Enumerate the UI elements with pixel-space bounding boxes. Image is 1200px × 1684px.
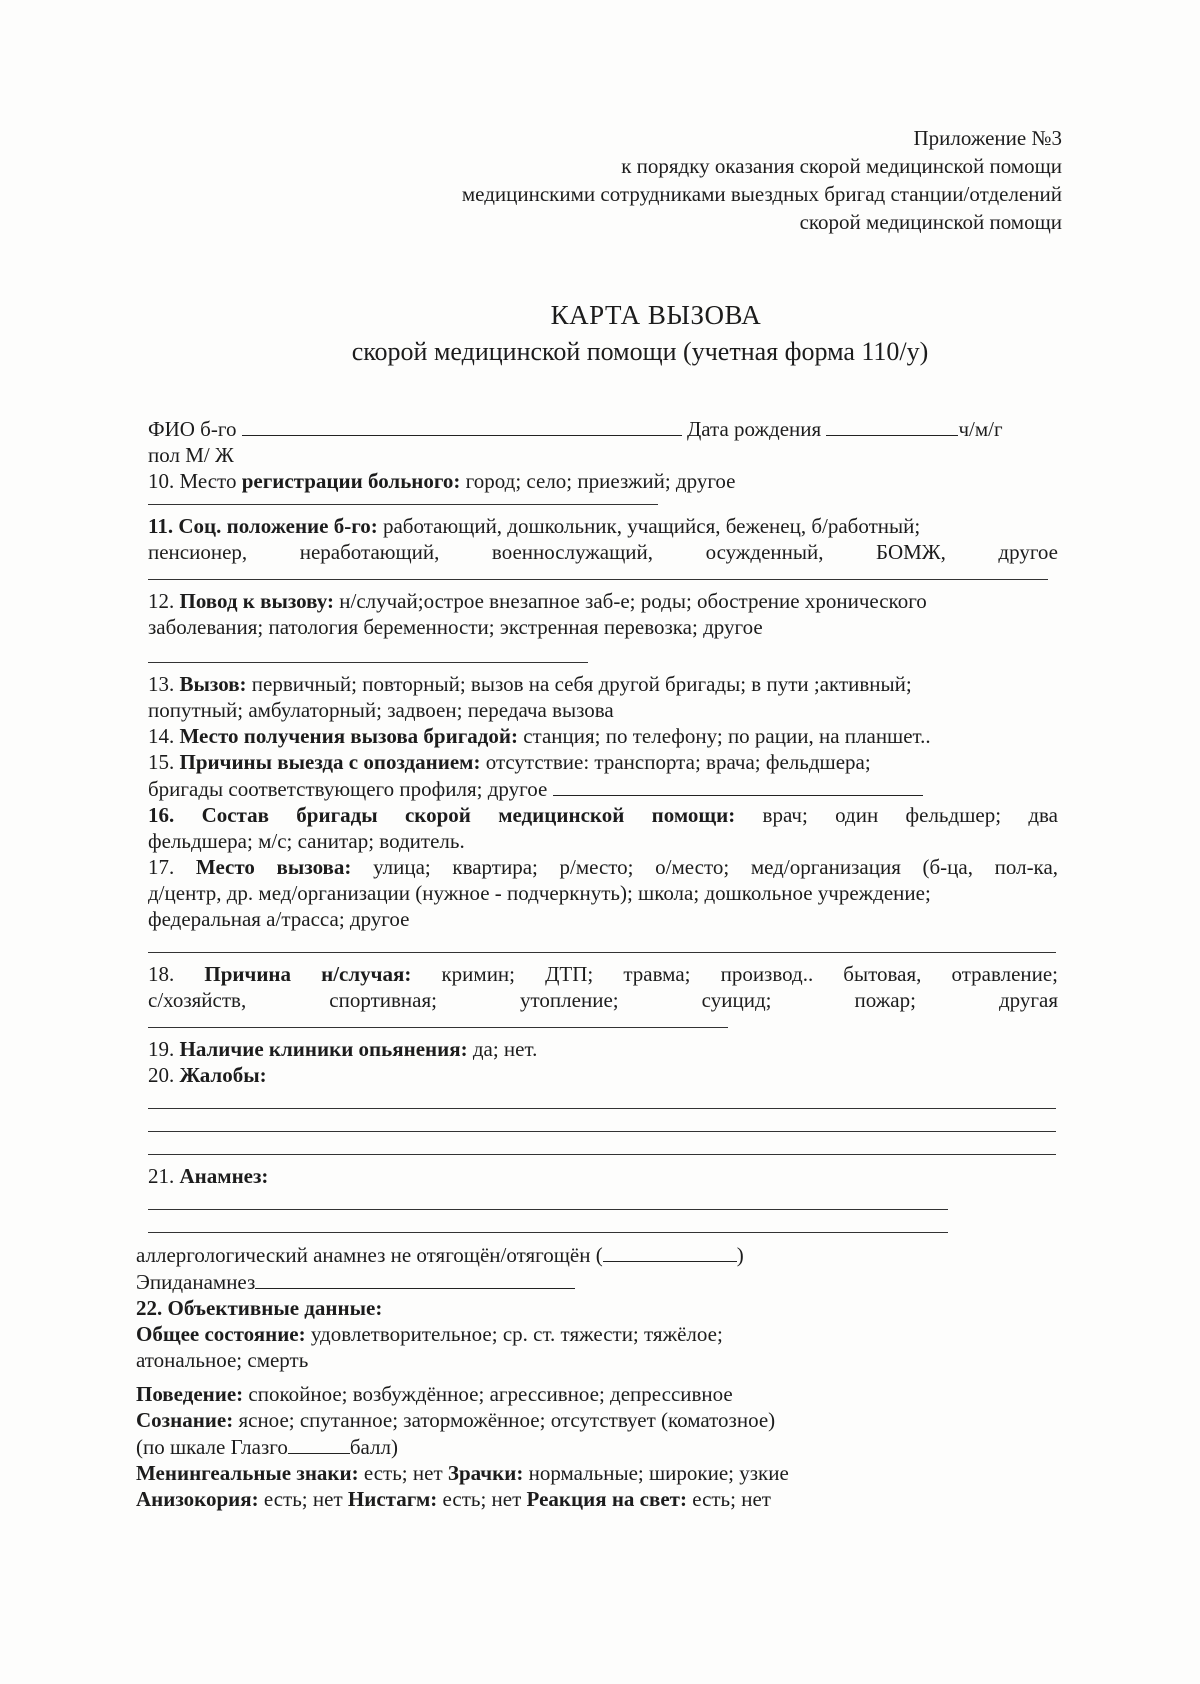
allergy-close: ) — [736, 1243, 744, 1267]
section-18-options-2: с/хозяйств, спортивная; утопление; суицид; пожар; другая — [148, 988, 1058, 1012]
section-15-row-2 — [148, 775, 1058, 802]
title-block — [0, 300, 1200, 367]
section-15-options-2: бригады соответствующего профиля; другое — [148, 777, 548, 801]
light-reaction-options: есть; нет — [692, 1487, 771, 1511]
section-10 — [148, 468, 1058, 494]
patient-row — [148, 415, 1058, 442]
section-12-options-2: заболевания; патология беременности; экстренная перевозка; другое — [148, 615, 763, 639]
section-14 — [148, 723, 1058, 749]
section-13 — [148, 671, 1058, 697]
section-17-options-1: улица; квартира; р/место; о/место; мед/организация (б-ца, пол-ка, — [373, 855, 1059, 879]
section-15-number: 15. — [148, 750, 175, 774]
section-14-heading: Место получения вызова бригадой: — [179, 724, 518, 748]
document-title: КАРТА ВЫЗОВА — [550, 300, 762, 330]
anisocoria-row — [136, 1486, 1058, 1512]
epid-label: Эпиданамнез — [136, 1270, 256, 1294]
section-12-number: 12. — [148, 589, 175, 613]
section-11 — [148, 513, 1058, 539]
general-state-options-1: удовлетворительное; ср. ст. тяжести; тяжёлое; — [310, 1322, 723, 1346]
consciousness-label: Сознание: — [136, 1408, 234, 1432]
document-subtitle: скорой медицинской помощи (учетная форма 110/у) — [351, 337, 929, 366]
section-16 — [148, 802, 1058, 828]
glasgow-suffix: балл) — [349, 1435, 398, 1459]
appendix-line-1: Приложение №3 — [913, 126, 1062, 150]
allergy-row — [136, 1241, 1058, 1268]
glasgow-row — [136, 1433, 1058, 1460]
section-12 — [148, 588, 1058, 614]
birth-date-suffix: ч/м/г — [958, 417, 1003, 441]
appendix-line-3: медицинскими сотрудниками выездных бригад станции/отделений — [461, 182, 1062, 206]
section-17-heading: Место вызова: — [195, 855, 352, 879]
consciousness-row — [136, 1407, 1058, 1433]
section-10-lead: Место — [179, 469, 237, 493]
section-15-options-1: отсутствие: транспорта; врача; фельдшера; — [485, 750, 871, 774]
section-21-number: 21. — [148, 1164, 175, 1188]
section-15-heading: Причины выезда с опозданием: — [179, 750, 481, 774]
section-19-options: да; нет. — [472, 1037, 538, 1061]
section-10-heading: регистрации больного: — [241, 469, 461, 493]
section-17 — [148, 854, 1058, 880]
section-18-heading: Причина н/случая: — [204, 962, 412, 986]
meningeal-row — [136, 1460, 1058, 1486]
section-21 — [148, 1163, 1058, 1189]
meningeal-options: есть; нет — [363, 1461, 443, 1485]
general-state-row — [136, 1321, 1058, 1347]
section-17-options-2: д/центр, др. мед/организации (нужное - подчеркнуть); школа; дошкольное учреждение; — [148, 881, 931, 905]
section-22-heading: 22. Объективные данные: — [136, 1296, 383, 1320]
sex-row: пол М/ Ж — [148, 443, 234, 467]
behavior-options: спокойное; возбуждённое; агрессивное; депрессивное — [248, 1382, 733, 1406]
section-14-options: станция; по телефону; по рации, на планшет.. — [523, 724, 931, 748]
epid-field[interactable] — [255, 1268, 575, 1289]
section-13-number: 13. — [148, 672, 175, 696]
section-20-heading: Жалобы: — [179, 1063, 267, 1087]
behavior-row — [136, 1381, 1058, 1407]
light-reaction-label: Реакция на свет: — [526, 1487, 687, 1511]
section-11-options-1: работающий, дошкольник, учащийся, беженец, б/работный; — [382, 514, 921, 538]
section-11-heading: 11. Соц. положение б-го: — [148, 514, 378, 538]
section-21-heading: Анамнез: — [179, 1164, 269, 1188]
section-16-heading: 16. Состав бригады скорой медицинской помощи: — [148, 803, 736, 827]
section-12-options-1: н/случай;острое внезапное заб-е; роды; обострение хронического — [339, 589, 927, 613]
pupils-options: нормальные; широкие; узкие — [528, 1461, 789, 1485]
behavior-label: Поведение: — [136, 1382, 244, 1406]
allergy-field[interactable] — [603, 1241, 737, 1262]
epid-row — [136, 1268, 1058, 1295]
general-state-options-2: атональное; смерть — [136, 1348, 309, 1372]
section-18-options-1: кримин; ДТП; травма; производ.. бытовая, отравление; — [441, 962, 1059, 986]
appendix-header — [462, 124, 1062, 236]
section-17-options-3: федеральная а/трасса; другое — [148, 907, 410, 931]
appendix-line-2: к порядку оказания скорой медицинской помощи — [621, 154, 1062, 178]
section-13-options-1: первичный; повторный; вызов на себя другой бригады; в пути ;активный; — [251, 672, 912, 696]
meningeal-label: Менингеальные знаки: — [136, 1461, 359, 1485]
birth-date-label: Дата рождения — [686, 417, 822, 441]
section-22 — [136, 1295, 1058, 1512]
section-16-options-2: фельдшера; м/с; санитар; водитель. — [148, 829, 465, 853]
fio-field[interactable] — [242, 415, 682, 436]
nystagmus-options: есть; нет — [442, 1487, 522, 1511]
section-10-options: город; село; приезжий; другое — [465, 469, 736, 493]
section-13-heading: Вызов: — [179, 672, 247, 696]
section-19-heading: Наличие клиники опьянения: — [179, 1037, 468, 1061]
fio-label: ФИО б-го — [148, 417, 237, 441]
general-state-label: Общее состояние: — [136, 1322, 306, 1346]
section-16-options-1: врач; один фельдшер; два — [762, 803, 1058, 827]
call-card-form — [136, 415, 1059, 1512]
allergy-label: аллергологический анамнез не отягощён/отягощён ( — [136, 1243, 603, 1267]
section-20-number: 20. — [148, 1063, 175, 1087]
section-18 — [148, 961, 1058, 987]
section-15-other-field[interactable] — [553, 775, 923, 796]
appendix-line-4: скорой медицинской помощи — [799, 210, 1062, 234]
section-15 — [148, 749, 1058, 775]
section-18-number: 18. — [148, 962, 175, 986]
section-19 — [148, 1036, 1058, 1062]
section-12-heading: Повод к вызову: — [179, 589, 334, 613]
section-11-options-2: пенсионер, неработающий, военнослужащий, осужденный, БОМЖ, другое — [148, 540, 1058, 564]
glasgow-label: (по шкале Глазго — [136, 1435, 288, 1459]
section-14-number: 14. — [148, 724, 175, 748]
nystagmus-label: Нистагм: — [347, 1487, 438, 1511]
anisocoria-label: Анизокория: — [136, 1487, 259, 1511]
section-10-number: 10. — [148, 469, 175, 493]
anisocoria-options: есть; нет — [263, 1487, 343, 1511]
birth-date-field[interactable] — [826, 415, 958, 436]
glasgow-field[interactable] — [288, 1433, 350, 1454]
section-20 — [148, 1062, 1058, 1088]
section-19-number: 19. — [148, 1037, 175, 1061]
section-17-number: 17. — [148, 855, 175, 879]
consciousness-options: ясное; спутанное; заторможённое; отсутствует (коматозное) — [238, 1408, 776, 1432]
section-13-options-2: попутный; амбулаторный; задвоен; передача вызова — [148, 698, 614, 722]
pupils-label: Зрачки: — [447, 1461, 524, 1485]
